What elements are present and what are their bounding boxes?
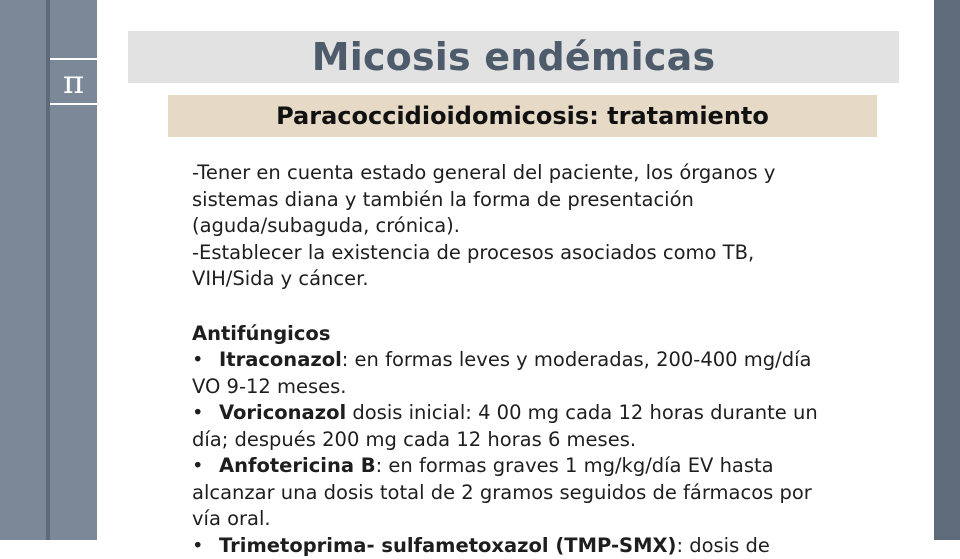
bullet-marker: •	[192, 347, 219, 374]
bullet-marker: •	[192, 453, 219, 480]
drug-text: dosis inicial: 4 00 mg cada 12 horas durante un día; después 200 mg cada 12 horas 6 meses.	[192, 401, 818, 451]
drug-name: Itraconazol	[219, 348, 342, 371]
left-decorative-band	[0, 0, 46, 540]
bullet-item-tmp-smx	[192, 533, 832, 559]
drug-text: : dosis de	[676, 534, 769, 557]
intro-paragraph-2: -Establecer la existencia de procesos asociados como TB, VIH/Sida y cáncer.	[192, 240, 832, 293]
title-bar	[128, 31, 899, 83]
drug-name: Anfotericina B	[219, 454, 376, 477]
bullet-item-voriconazol	[192, 400, 832, 453]
slide-subtitle: Paracoccidioidomicosis: tratamiento	[276, 102, 769, 130]
drug-name: Trimetoprima- sulfametoxazol (TMP-SMX)	[219, 534, 676, 557]
drug-name: Voriconazol	[219, 401, 346, 424]
drug-text: : en formas leves y moderadas, 200-400 mg/día VO 9-12 meses.	[192, 348, 811, 398]
drug-text: : en formas graves 1 mg/kg/día EV hasta alcanzar una dosis total de 2 gramos seguidos de fármacos por vía oral.	[192, 454, 812, 530]
subtitle-bar	[168, 95, 877, 137]
intro-paragraph-1: -Tener en cuenta estado general del paciente, los órganos y sistemas diana y también la forma de presentación (aguda/subaguda, crónica).	[192, 160, 832, 240]
bullet-marker: •	[192, 400, 219, 427]
slide-title: Micosis endémicas	[312, 35, 716, 79]
bullet-item-itraconazol	[192, 347, 832, 400]
right-decorative-band	[934, 0, 960, 540]
bullet-item-anfotericina	[192, 453, 832, 533]
spacer	[192, 293, 832, 321]
section-heading: Antifúngicos	[192, 321, 832, 348]
pi-icon	[50, 58, 97, 105]
pi-glyph: π	[63, 63, 84, 101]
bullet-marker: •	[192, 533, 219, 559]
slide-body	[192, 160, 832, 540]
